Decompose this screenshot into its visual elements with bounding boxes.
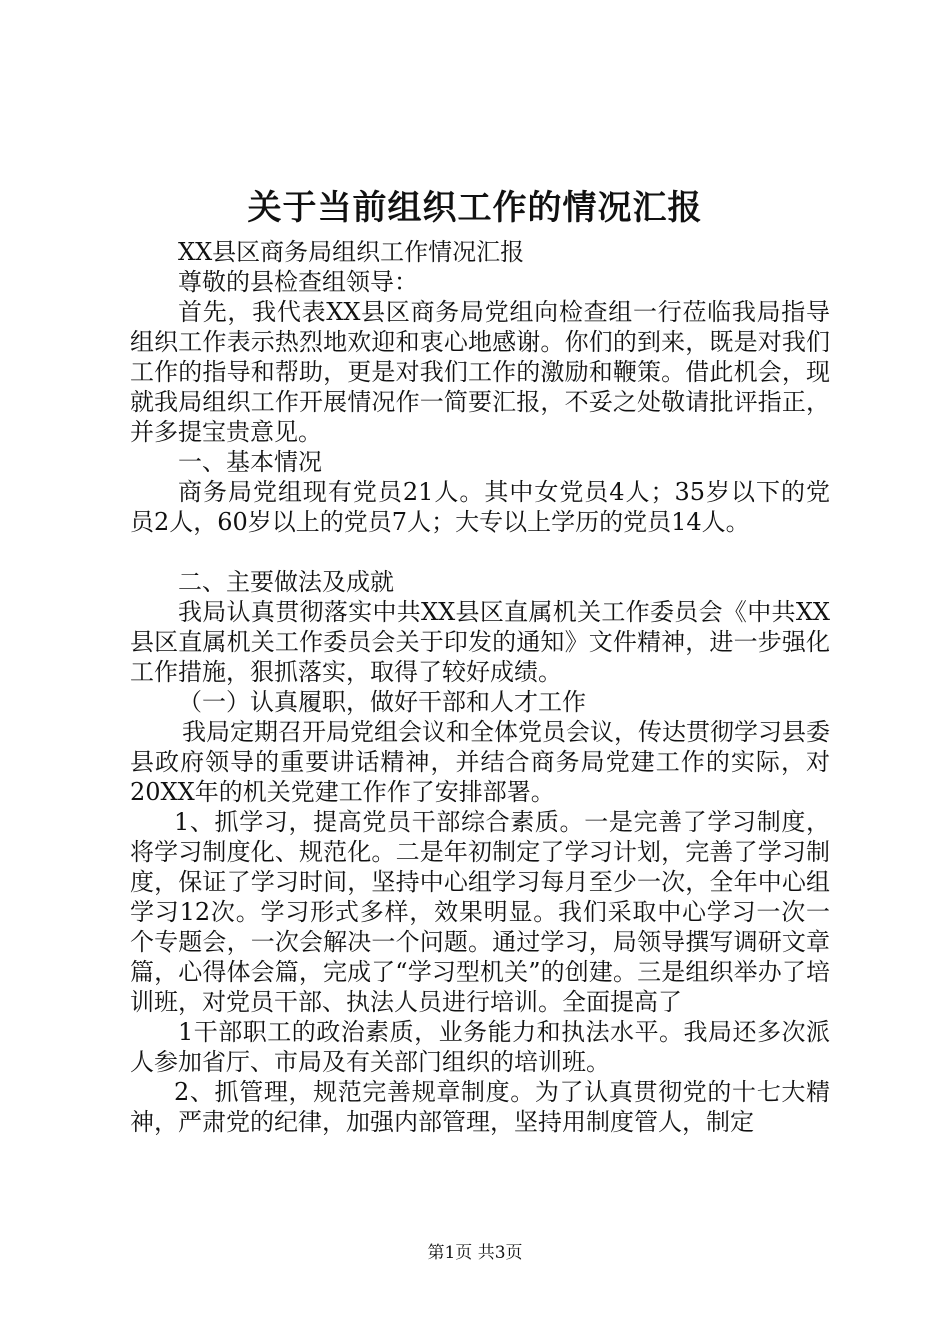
practices-paragraph: 我局认真贯彻落实中共XX县区直属机关工作委员会《中共XX县区直属机关工作委员会关于印发的通知》文件精神，进一步强化工作措施，狠抓落实，取得了较好成绩。 bbox=[130, 598, 830, 686]
section-heading-practices: 二、主要做法及成就 bbox=[178, 568, 394, 596]
document-body bbox=[130, 237, 830, 1137]
page-footer: 第1页 共3页 bbox=[427, 1243, 523, 1263]
salutation: 尊敬的县检查组领导： bbox=[178, 268, 418, 296]
training-paragraph: 1干部职工的政治素质，业务能力和执法水平。我局还多次派人参加省厅、市局及有关部门组织的培训班。 bbox=[130, 1018, 830, 1076]
management-paragraph: 2、抓管理，规范完善规章制度。为了认真贯彻党的十七大精神，严肃党的纪律，加强内部管理，坚持用制度管人，制定 bbox=[130, 1078, 830, 1136]
basic-info-paragraph: 商务局党组现有党员21人。其中女党员4人；35岁以下的党员2人，60岁以上的党员7人；大专以上学历的党员14人。 bbox=[130, 478, 830, 536]
intro-paragraph: 首先，我代表XX县区商务局党组向检查组一行莅临我局指导组织工作表示热烈地欢迎和衷心地感谢。你们的到来，既是对我们工作的指导和帮助，更是对我们工作的激励和鞭策。借此机会，现就我局组织工作开展情况作一简要汇报，不妥之处敬请批评指正，并多提宝贵意见。 bbox=[130, 298, 830, 446]
study-paragraph: 1、抓学习，提高党员干部综合素质。一是完善了学习制度，将学习制度化、规范化。二是年初制定了学习计划，完善了学习制度，保证了学习时间，坚持中心组学习每月至少一次，全年中心组学习12次。学习形式多样，效果明显。我们采取中心学习一次一个专题会，一次会解决一个问题。通过学习，局领导撰写调研文章篇，心得体会篇，完成了“学习型机关”的创建。三是组织举办了培训班，对党员干部、执法人员进行培训。全面提高了 bbox=[130, 808, 830, 1016]
report-subtitle: XX县区商务局组织工作情况汇报 bbox=[178, 238, 525, 266]
meetings-paragraph: 我局定期召开局党组会议和全体党员会议，传达贯彻学习县委县政府领导的重要讲话精神，并结合商务局党建工作的实际，对20XX年的机关党建工作作了安排部署。 bbox=[130, 718, 830, 806]
section-heading-basic: 一、基本情况 bbox=[178, 448, 322, 476]
document-title: 关于当前组织工作的情况汇报 bbox=[247, 188, 703, 228]
blank-line bbox=[130, 537, 830, 567]
subsection-heading: （一）认真履职，做好干部和人才工作 bbox=[178, 688, 586, 716]
